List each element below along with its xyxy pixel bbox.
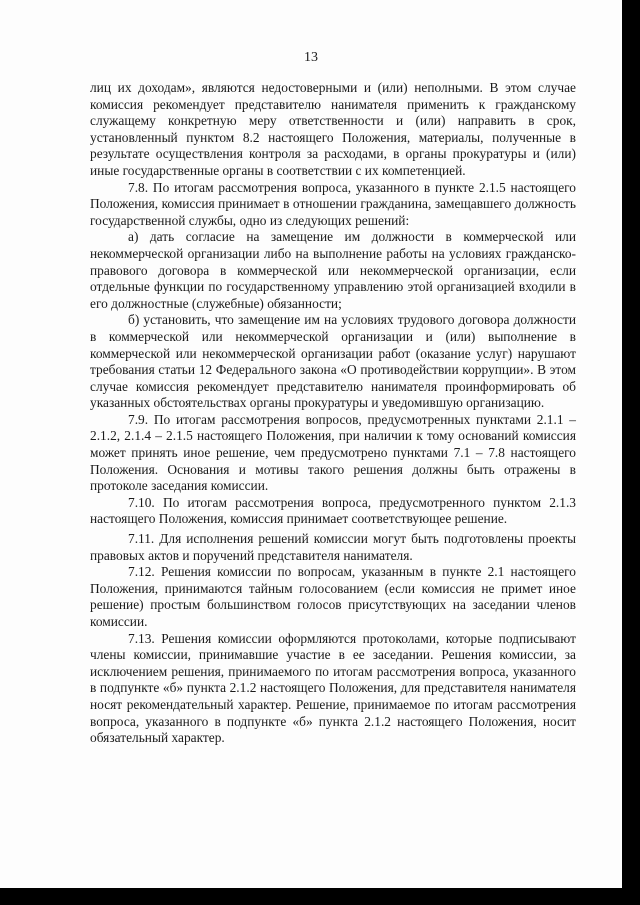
paragraph-7-13: 7.13. Решения комиссии оформляются протоколами, которые подписывают члены комиссии, принимавшие участие в ее заседании. Решения комиссии, за исключением решения, принимаемого по итогам рассмотрения вопроса, указанного в подпункте «б» пункта 2.1.2 настоящего Положения, для представителя нанимателя носят рекомендательный характер. Решение, принимаемое по итогам рассмотрения вопроса, указанного в подпункте «б» пункта 2.1.2 настоящего Положения, носит обязательный характер. bbox=[90, 630, 576, 746]
page-number: 13 bbox=[304, 50, 318, 65]
paragraph-continued: лиц их доходам», являются недостоверными и (или) неполными. В этом случае комиссия рекомендует представителю нанимателя применить к гражданскому служащему конкретную меру ответственности и (или) направить в срок, установленный пунктом 8.2 настоящего Положения, материалы, полученные в результате осуществления контроля за расходами, в органы прокуратуры и (или) иные государственные органы в соответствии с их компетенцией. bbox=[90, 80, 576, 178]
paragraph-7-8-b: б) установить, что замещение им на условиях трудового договора должности в коммерческой или некоммерческой организации и (или) выполнение в коммерческой или некоммерческой организации работ (оказание услуг) нарушают требования статьи 12 Федерального закона «О противодействии коррупции». В этом случае комиссия рекомендует представителю нанимателя проинформировать об указанных обстоятельствах органы прокуратуры и уведомившую организацию. bbox=[90, 312, 576, 411]
paragraph-7-10: 7.10. По итогам рассмотрения вопроса, предусмотренного пунктом 2.1.3 настоящего Положения, комиссия принимает соответствующее решение. bbox=[90, 494, 576, 527]
paragraph-7-12: 7.12. Решения комиссии по вопросам, указанным в пункте 2.1 настоящего Положения, принимаются тайным голосованием (если комиссия не примет иное решение) простым большинством голосов присутствующих на заседании членов комиссии. bbox=[90, 564, 576, 629]
document-body bbox=[90, 80, 576, 747]
paragraph-7-8-a: а) дать согласие на замещение им должности в коммерческой или некоммерческой организации либо на выполнение работы на условиях гражданско-правового договора в коммерческой или некоммерческой организации, если отдельные функции по государственному управлению этой организацией входили в его должностные (служебные) обязанности; bbox=[90, 229, 576, 311]
scan-border-right bbox=[622, 0, 640, 905]
paragraph-7-11: 7.11. Для исполнения решений комиссии могут быть подготовлены проекты правовых актов и поручений представителя нанимателя. bbox=[90, 531, 576, 563]
scan-border-bottom bbox=[0, 888, 640, 905]
paragraph-7-9: 7.9. По итогам рассмотрения вопросов, предусмотренных пунктами 2.1.1 – 2.1.2, 2.1.4 – 2.1.5 настоящего Положения, при наличии к тому оснований комиссия может принять иное решение, чем предусмотрено пунктами 7.1 – 7.8 настоящего Положения. Основания и мотивы такого решения должны быть отражены в протоколе заседания комиссии. bbox=[90, 411, 576, 494]
paragraph-7-8: 7.8. По итогам рассмотрения вопроса, указанного в пункте 2.1.5 настоящего Положения, комиссия принимает в отношении гражданина, замещавшего должность государственной службы, одно из следующих решений: bbox=[90, 179, 576, 228]
